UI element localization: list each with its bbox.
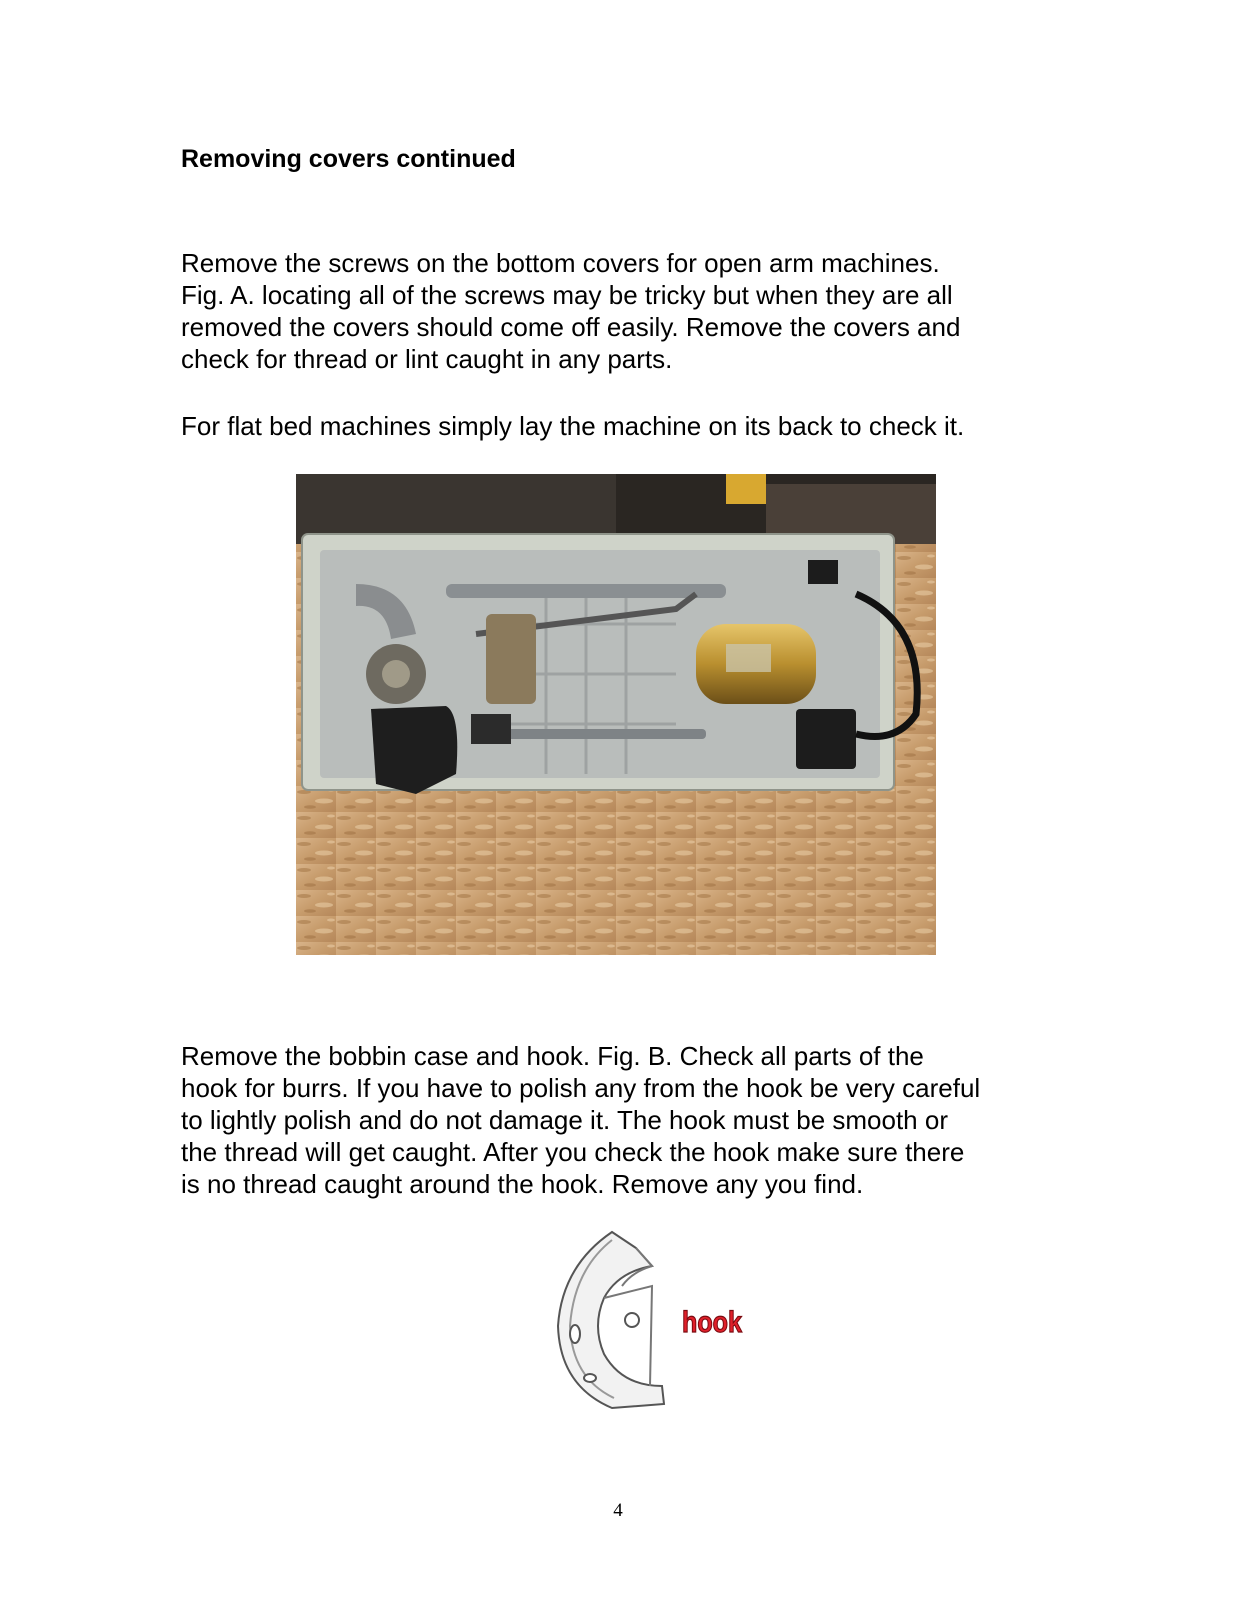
text-line: hook for burrs. If you have to polish any from the hook be very careful <box>181 1073 981 1103</box>
text-line: Remove the screws on the bottom covers for open arm machines. <box>181 248 940 278</box>
page-number: 4 <box>613 1500 623 1521</box>
hook-drawing <box>558 1232 664 1408</box>
section-heading: Removing covers continued <box>181 145 516 173</box>
machine-underside-photo <box>296 474 936 955</box>
paragraph-remove-screws <box>181 247 960 375</box>
text-line: the thread will get caught. After you check the hook make sure there <box>181 1137 965 1167</box>
text-line: check for thread or lint caught in any parts. <box>181 344 673 374</box>
paragraph-bobbin-hook <box>181 1040 980 1200</box>
text-line: is no thread caught around the hook. Remove any you find. <box>181 1169 864 1199</box>
text-line: removed the covers should come off easily. Remove the covers and <box>181 312 961 342</box>
text-line: For flat bed machines simply lay the machine on its back to check it. <box>181 411 965 441</box>
paragraph-flat-bed <box>181 410 964 442</box>
hook-label: hook <box>682 1306 743 1339</box>
text-line: Fig. A. locating all of the screws may be tricky but when they are all <box>181 280 953 310</box>
text-line: Remove the bobbin case and hook. Fig. B. Check all parts of the <box>181 1041 924 1071</box>
text-line: to lightly polish and do not damage it. The hook must be smooth or <box>181 1105 948 1135</box>
hook-illustration <box>552 1226 782 1414</box>
